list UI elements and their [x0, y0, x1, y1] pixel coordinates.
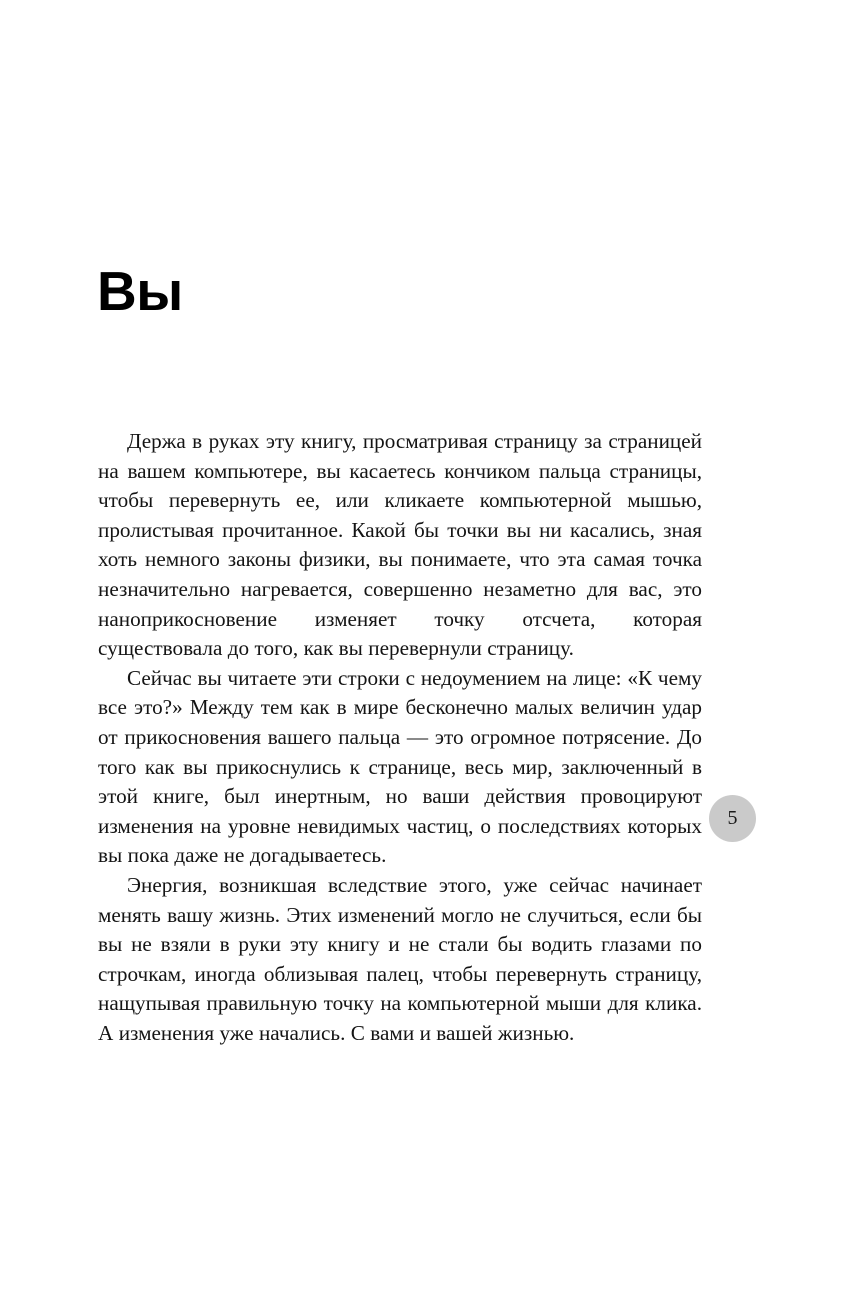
body-paragraph: Сейчас вы читаете эти строки с недоумением на лице: «К чему все это?» Между тем как в мире бесконечно малых величин удар от прикосновения вашего пальца — это огромное потрясение. До того как вы прикоснулись к странице, весь мир, заключенный в этой книге, был инертным, но ваши действия провоцируют изменения на уровне невидимых частиц, о последствиях которых вы пока даже не догадываетесь.	[98, 665, 702, 868]
body-paragraph: Энергия, возникшая вследствие этого, уже сейчас начинает менять вашу жизнь. Этих изменений могло не случиться, если бы вы не взяли в руки эту книгу и не стали бы водить глазами по строчкам, иногда облизывая палец, чтобы перевернуть страницу, нащупывая правильную точку на компьютерной мыши для клика. А изменения уже начались. С вами и вашей жизнью.	[98, 872, 702, 1045]
chapter-heading: Вы	[97, 260, 183, 322]
body-text-column	[98, 427, 702, 1048]
body-paragraph: Держа в руках эту книгу, просматривая страницу за страницей на вашем компьютере, вы касаетесь кончиком пальца страницы, чтобы перевернуть ее, или кликаете компьютерной мышью, пролистывая прочитанное. Какой бы точки вы ни касались, зная хоть немного законы физики, вы понимаете, что эта самая точка незначительно нагревается, совершенно незаметно для вас, это наноприкосновение изменяет точку отсчета, которая существовала до того, как вы перевернули страницу.	[98, 429, 702, 661]
page-number-label: 5	[727, 807, 738, 829]
page-number-badge	[709, 795, 756, 842]
